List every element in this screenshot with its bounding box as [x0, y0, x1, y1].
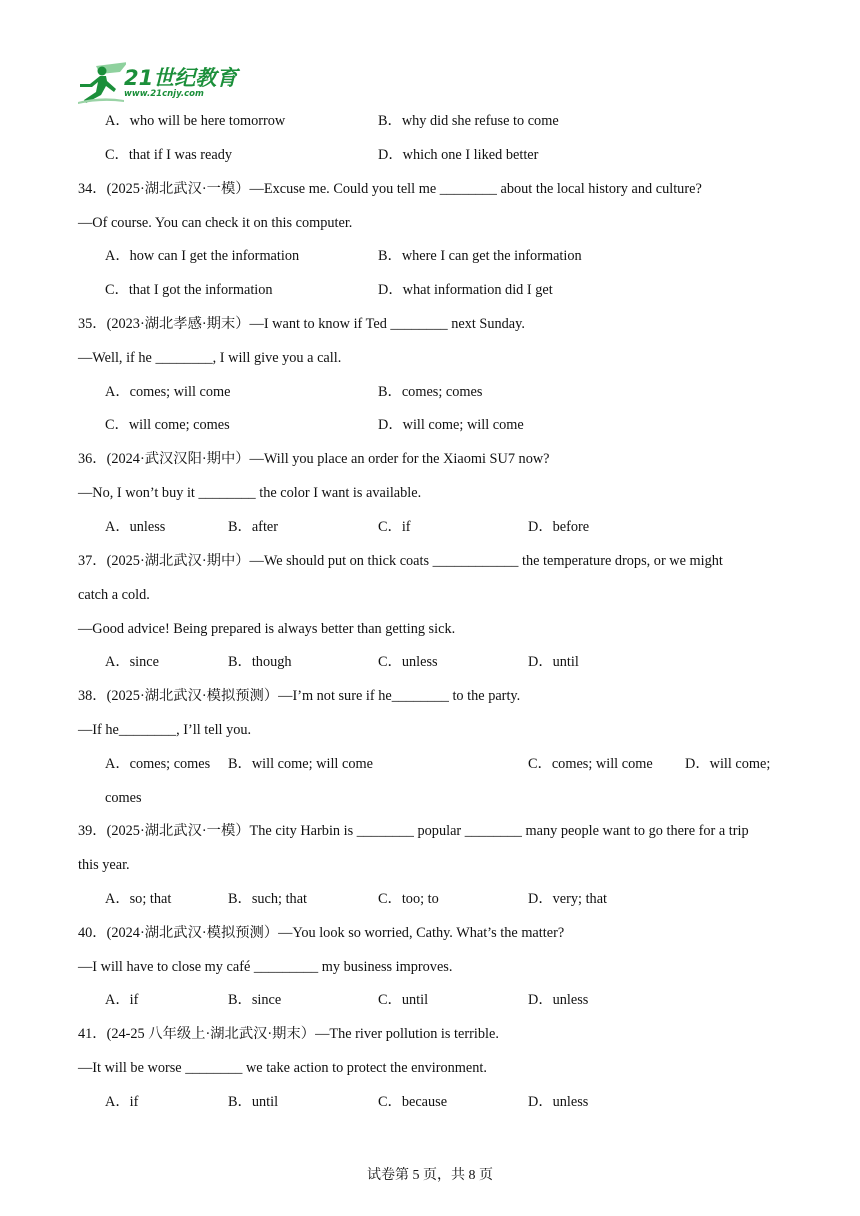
q38-option-d: D．will come;: [685, 756, 771, 772]
q34-stem: 34．(2025·湖北武汉·一模）—Excuse me. Could you tell me ________ about the local history and culture?: [78, 181, 702, 197]
q33-option-d: D．which one I liked better: [378, 147, 539, 163]
q40-option-a: A．if: [105, 992, 139, 1008]
q36-line2: —No, I won’t buy it ________ the color I want is available.: [78, 485, 422, 501]
q36-option-d: D．before: [528, 519, 590, 535]
q40-option-c: C．until: [378, 992, 429, 1008]
q41-stem: 41．(24-25 八年级上·湖北武汉·期末）—The river pollution is terrible.: [78, 1026, 499, 1042]
q40-option-b: B．since: [228, 992, 282, 1008]
q34-option-a: A．how can I get the information: [105, 248, 300, 264]
q37-option-b: B．though: [228, 654, 292, 670]
q37-stem: 37．(2025·湖北武汉·期中）—We should put on thick coats ____________ the temperature drops, or we might: [78, 553, 723, 569]
q35-option-a: A．comes; will come: [105, 384, 231, 400]
q33-option-a: A．who will be here tomorrow: [105, 113, 286, 129]
q38-option-c: C．comes; will come: [528, 756, 653, 772]
logo-url: www.21cnjy.com: [124, 89, 204, 99]
q36-option-b: B．after: [228, 519, 279, 535]
q36-option-a: A．unless: [105, 519, 166, 535]
q39-line2: this year.: [78, 857, 130, 873]
q34-line2: —Of course. You can check it on this computer.: [78, 215, 353, 231]
q35-line2: —Well, if he ________, I will give you a call.: [78, 350, 342, 366]
q37-line3: —Good advice! Being prepared is always better than getting sick.: [78, 621, 456, 637]
q35-stem: 35．(2023·湖北孝感·期末）—I want to know if Ted ________ next Sunday.: [78, 316, 525, 332]
q35-option-b: B．comes; comes: [378, 384, 483, 400]
q38-option-d-continued: comes: [105, 790, 142, 806]
logo-text: 21世纪教育: [124, 66, 238, 90]
q38-stem: 38．(2025·湖北武汉·模拟预测）—I’m not sure if he________ to the party.: [78, 688, 521, 704]
page-footer: 试卷第 5 页，共 8 页: [367, 1168, 493, 1183]
q36-option-c: C．if: [378, 519, 411, 535]
logo: [76, 62, 246, 106]
q39-option-a: A．so; that: [105, 891, 172, 907]
q37-option-d: D．until: [528, 654, 579, 670]
q39-option-b: B．such; that: [228, 891, 308, 907]
q37-option-c: C．unless: [378, 654, 438, 670]
q41-option-c: C．because: [378, 1094, 448, 1110]
q39-stem: 39．(2025·湖北武汉·一模）The city Harbin is ________ popular ________ many people want to go there for a trip: [78, 823, 749, 839]
q33-option-c: C．that if I was ready: [105, 147, 233, 163]
q41-option-b: B．until: [228, 1094, 279, 1110]
q41-option-d: D．unless: [528, 1094, 589, 1110]
q40-stem: 40．(2024·湖北武汉·模拟预测）—You look so worried, Cathy. What’s the matter?: [78, 925, 565, 941]
q34-option-b: B．where I can get the information: [378, 248, 582, 264]
q37-option-a: A．since: [105, 654, 159, 670]
runner-logo-icon: [76, 62, 126, 106]
q40-line2: —I will have to close my café _________ my business improves.: [78, 959, 453, 975]
q40-option-d: D．unless: [528, 992, 589, 1008]
q34-option-d: D．what information did I get: [378, 282, 553, 298]
q38-line2: —If he________, I’ll tell you.: [78, 722, 252, 738]
q41-option-a: A．if: [105, 1094, 139, 1110]
q37-line2: catch a cold.: [78, 587, 150, 603]
q35-option-d: D．will come; will come: [378, 417, 524, 433]
q39-option-c: C．too; to: [378, 891, 439, 907]
q34-option-c: C．that I got the information: [105, 282, 273, 298]
q36-stem: 36．(2024·武汉汉阳·期中）—Will you place an order for the Xiaomi SU7 now?: [78, 451, 550, 467]
q38-option-a: A．comes; comes: [105, 756, 211, 772]
q35-option-c: C．will come; comes: [105, 417, 230, 433]
q41-line2: —It will be worse ________ we take action to protect the environment.: [78, 1060, 487, 1076]
q38-option-b: B．will come; will come: [228, 756, 373, 772]
q33-option-b: B．why did she refuse to come: [378, 113, 559, 129]
q39-option-d: D．very; that: [528, 891, 608, 907]
